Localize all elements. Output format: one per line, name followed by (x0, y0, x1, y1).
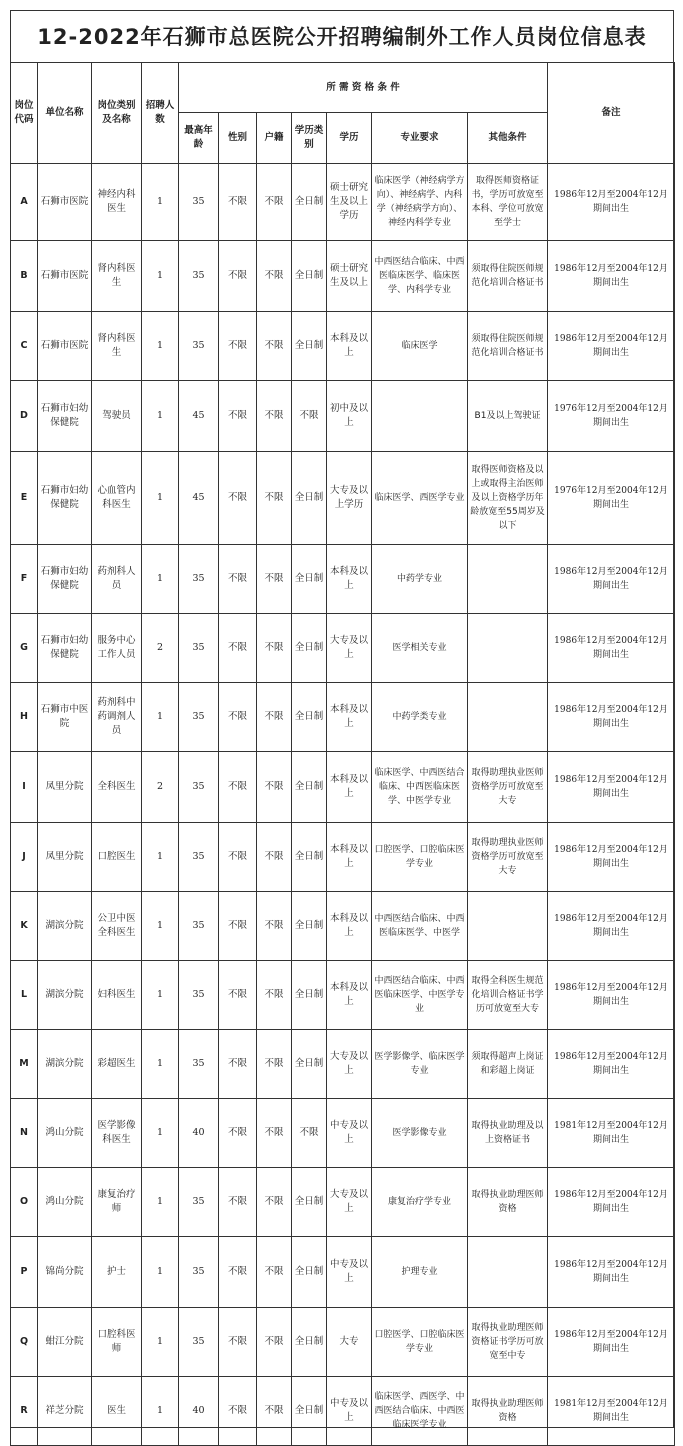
cell-edu: 本科及以上 (327, 961, 372, 1030)
header-count: 招聘人数 (142, 63, 179, 164)
cell-other (468, 545, 548, 614)
cell-major: 医学相关专业 (372, 614, 468, 683)
cell-count: 1 (142, 1237, 179, 1308)
cell-category: 医学影像科医生 (92, 1099, 142, 1168)
header-hukou: 户籍 (257, 113, 292, 164)
cell-note: 1986年12月至2004年12月期间出生 (548, 1237, 675, 1308)
page-title: 12-2022年石狮市总医院公开招聘编制外工作人员岗位信息表 (11, 11, 673, 63)
cell-other: 取得全科医生规范化培训合格证书学历可放宽至大专 (468, 961, 548, 1030)
cell-note: 1986年12月至2004年12月期间出生 (548, 1308, 675, 1377)
cell-age: 45 (179, 381, 219, 452)
header-note: 备注 (548, 63, 675, 164)
cell-hukou: 不限 (257, 241, 292, 312)
cell-category: 药剂科中药调剂人员 (92, 683, 142, 752)
cell-age: 35 (179, 164, 219, 241)
job-table (10, 62, 675, 1446)
cell-edu: 本科及以上 (327, 312, 372, 381)
cell-gender: 不限 (219, 823, 257, 892)
header-category: 岗位类别及名称 (92, 63, 142, 164)
cell-other: 取得执业助理医师资格 (468, 1377, 548, 1446)
cell-note: 1986年12月至2004年12月期间出生 (548, 1168, 675, 1237)
cell-count: 1 (142, 164, 179, 241)
table-row (11, 381, 675, 452)
cell-edu-type: 全日制 (292, 1308, 327, 1377)
header-unit: 单位名称 (38, 63, 92, 164)
cell-other (468, 683, 548, 752)
cell-other: 取得执业助理医师资格证书学历可放宽至中专 (468, 1308, 548, 1377)
cell-other: B1及以上驾驶证 (468, 381, 548, 452)
cell-unit: 石狮市医院 (38, 241, 92, 312)
cell-edu-type: 全日制 (292, 312, 327, 381)
cell-major: 口腔医学、口腔临床医学专业 (372, 823, 468, 892)
cell-count: 2 (142, 752, 179, 823)
cell-code: A (11, 164, 38, 241)
cell-code: J (11, 823, 38, 892)
cell-hukou: 不限 (257, 452, 292, 545)
cell-major: 医学影像学、临床医学专业 (372, 1030, 468, 1099)
cell-category: 医生 (92, 1377, 142, 1446)
cell-age: 35 (179, 1030, 219, 1099)
cell-unit: 锦尚分院 (38, 1237, 92, 1308)
cell-note: 1986年12月至2004年12月期间出生 (548, 961, 675, 1030)
cell-note: 1986年12月至2004年12月期间出生 (548, 241, 675, 312)
cell-count: 1 (142, 381, 179, 452)
cell-major: 护理专业 (372, 1237, 468, 1308)
cell-major: 临床医学（神经病学方向）、神经病学、内科学（神经病学方向）、神经内科学专业 (372, 164, 468, 241)
cell-hukou: 不限 (257, 1099, 292, 1168)
table-row (11, 892, 675, 961)
cell-code: H (11, 683, 38, 752)
cell-hukou: 不限 (257, 1308, 292, 1377)
cell-major: 中西医结合临床、中西医临床医学、中医学 (372, 892, 468, 961)
cell-edu-type: 不限 (292, 1099, 327, 1168)
cell-edu-type: 全日制 (292, 961, 327, 1030)
cell-age: 35 (179, 614, 219, 683)
cell-hukou: 不限 (257, 1237, 292, 1308)
cell-age: 45 (179, 452, 219, 545)
cell-edu-type: 全日制 (292, 1030, 327, 1099)
cell-gender: 不限 (219, 961, 257, 1030)
cell-unit: 蚶江分院 (38, 1308, 92, 1377)
cell-gender: 不限 (219, 1099, 257, 1168)
cell-age: 35 (179, 961, 219, 1030)
cell-unit: 石狮市医院 (38, 164, 92, 241)
cell-gender: 不限 (219, 614, 257, 683)
cell-age: 35 (179, 752, 219, 823)
cell-code: F (11, 545, 38, 614)
cell-other (468, 892, 548, 961)
cell-hukou: 不限 (257, 961, 292, 1030)
cell-category: 公卫中医全科医生 (92, 892, 142, 961)
cell-gender: 不限 (219, 1030, 257, 1099)
cell-major (372, 381, 468, 452)
cell-hukou: 不限 (257, 381, 292, 452)
cell-code: M (11, 1030, 38, 1099)
cell-count: 1 (142, 1099, 179, 1168)
cell-gender: 不限 (219, 752, 257, 823)
cell-category: 服务中心工作人员 (92, 614, 142, 683)
cell-age: 35 (179, 545, 219, 614)
cell-edu: 大专及以上 (327, 1168, 372, 1237)
cell-gender: 不限 (219, 892, 257, 961)
cell-unit: 石狮市医院 (38, 312, 92, 381)
cell-edu: 本科及以上 (327, 545, 372, 614)
cell-hukou: 不限 (257, 1377, 292, 1446)
cell-category: 彩超医生 (92, 1030, 142, 1099)
cell-count: 1 (142, 241, 179, 312)
table-row (11, 545, 675, 614)
cell-age: 35 (179, 892, 219, 961)
cell-note: 1976年12月至2004年12月期间出生 (548, 381, 675, 452)
cell-note: 1981年12月至2004年12月期间出生 (548, 1377, 675, 1446)
table-row (11, 241, 675, 312)
cell-unit: 凤里分院 (38, 823, 92, 892)
cell-unit: 祥芝分院 (38, 1377, 92, 1446)
cell-count: 1 (142, 1168, 179, 1237)
cell-category: 心血管内科医生 (92, 452, 142, 545)
job-info-sheet (10, 10, 674, 1428)
cell-code: G (11, 614, 38, 683)
table-row (11, 164, 675, 241)
cell-gender: 不限 (219, 1168, 257, 1237)
cell-edu-type: 全日制 (292, 164, 327, 241)
cell-count: 1 (142, 1308, 179, 1377)
cell-category: 药剂科人员 (92, 545, 142, 614)
cell-count: 1 (142, 1030, 179, 1099)
cell-age: 35 (179, 1237, 219, 1308)
cell-note: 1986年12月至2004年12月期间出生 (548, 164, 675, 241)
cell-unit: 石狮市中医院 (38, 683, 92, 752)
table-row (11, 823, 675, 892)
cell-code: C (11, 312, 38, 381)
header-major: 专业要求 (372, 113, 468, 164)
cell-code: E (11, 452, 38, 545)
cell-code: R (11, 1377, 38, 1446)
header-edu-type: 学历类别 (292, 113, 327, 164)
cell-edu-type: 全日制 (292, 452, 327, 545)
cell-edu: 硕士研究生及以上 (327, 241, 372, 312)
cell-edu: 大专及以上 (327, 614, 372, 683)
cell-count: 1 (142, 892, 179, 961)
cell-gender: 不限 (219, 452, 257, 545)
table-row (11, 1099, 675, 1168)
cell-note: 1986年12月至2004年12月期间出生 (548, 545, 675, 614)
cell-category: 驾驶员 (92, 381, 142, 452)
cell-unit: 石狮市妇幼保健院 (38, 545, 92, 614)
cell-note: 1986年12月至2004年12月期间出生 (548, 312, 675, 381)
cell-edu-type: 全日制 (292, 683, 327, 752)
cell-count: 1 (142, 452, 179, 545)
cell-note: 1976年12月至2004年12月期间出生 (548, 452, 675, 545)
cell-age: 40 (179, 1377, 219, 1446)
cell-gender: 不限 (219, 381, 257, 452)
cell-other: 取得助理执业医师资格学历可放宽至大专 (468, 823, 548, 892)
cell-gender: 不限 (219, 312, 257, 381)
cell-unit: 石狮市妇幼保健院 (38, 614, 92, 683)
header-edu: 学历 (327, 113, 372, 164)
cell-count: 1 (142, 683, 179, 752)
cell-other (468, 1237, 548, 1308)
cell-other: 取得医师资格及以上或取得主治医师及以上资格学历年龄放宽至55周岁及以下 (468, 452, 548, 545)
cell-note: 1986年12月至2004年12月期间出生 (548, 614, 675, 683)
cell-major: 口腔医学、口腔临床医学专业 (372, 1308, 468, 1377)
cell-major: 中药学专业 (372, 545, 468, 614)
cell-gender: 不限 (219, 241, 257, 312)
table-row (11, 683, 675, 752)
header-age: 最高年龄 (179, 113, 219, 164)
cell-gender: 不限 (219, 545, 257, 614)
table-row (11, 1308, 675, 1377)
cell-edu: 本科及以上 (327, 892, 372, 961)
cell-edu-type: 全日制 (292, 892, 327, 961)
cell-edu-type: 全日制 (292, 1377, 327, 1446)
cell-major: 中西医结合临床、中西医临床医学、中医学专业 (372, 961, 468, 1030)
cell-hukou: 不限 (257, 1168, 292, 1237)
cell-edu-type: 全日制 (292, 1237, 327, 1308)
cell-edu: 中专及以上 (327, 1377, 372, 1446)
cell-other: 取得医师资格证书，学历可放宽至本科、学位可放宽至学士 (468, 164, 548, 241)
cell-code: K (11, 892, 38, 961)
cell-age: 40 (179, 1099, 219, 1168)
cell-major: 临床医学、中西医结合临床、中西医临床医学、中医学专业 (372, 752, 468, 823)
cell-edu: 本科及以上 (327, 752, 372, 823)
header-qualifications: 所 需 资 格 条 件 (179, 63, 548, 113)
cell-other: 须取得超声上岗证和彩超上岗证 (468, 1030, 548, 1099)
cell-category: 肾内科医生 (92, 241, 142, 312)
cell-hukou: 不限 (257, 683, 292, 752)
cell-edu: 中专及以上 (327, 1237, 372, 1308)
header-code: 岗位代码 (11, 63, 38, 164)
table-row (11, 1168, 675, 1237)
cell-other: 取得执业助理医师资格 (468, 1168, 548, 1237)
cell-major: 康复治疗学专业 (372, 1168, 468, 1237)
cell-unit: 石狮市妇幼保健院 (38, 381, 92, 452)
cell-age: 35 (179, 823, 219, 892)
cell-count: 1 (142, 312, 179, 381)
cell-edu: 大专及以上学历 (327, 452, 372, 545)
cell-category: 肾内科医生 (92, 312, 142, 381)
cell-unit: 石狮市妇幼保健院 (38, 452, 92, 545)
cell-major: 中西医结合临床、中西医临床医学、临床医学、内科学专业 (372, 241, 468, 312)
table-row (11, 614, 675, 683)
cell-edu: 本科及以上 (327, 823, 372, 892)
cell-other (468, 614, 548, 683)
cell-age: 35 (179, 683, 219, 752)
cell-category: 口腔科医师 (92, 1308, 142, 1377)
cell-hukou: 不限 (257, 614, 292, 683)
cell-edu-type: 全日制 (292, 614, 327, 683)
cell-major: 临床医学 (372, 312, 468, 381)
cell-gender: 不限 (219, 683, 257, 752)
cell-edu: 本科及以上 (327, 683, 372, 752)
cell-count: 1 (142, 545, 179, 614)
cell-hukou: 不限 (257, 545, 292, 614)
cell-code: N (11, 1099, 38, 1168)
cell-note: 1986年12月至2004年12月期间出生 (548, 683, 675, 752)
cell-unit: 鸿山分院 (38, 1168, 92, 1237)
cell-count: 1 (142, 1377, 179, 1446)
table-row (11, 1237, 675, 1308)
cell-count: 2 (142, 614, 179, 683)
cell-major: 中药学类专业 (372, 683, 468, 752)
cell-unit: 湖滨分院 (38, 1030, 92, 1099)
cell-category: 康复治疗师 (92, 1168, 142, 1237)
cell-unit: 凤里分院 (38, 752, 92, 823)
table-row (11, 452, 675, 545)
cell-code: B (11, 241, 38, 312)
cell-hukou: 不限 (257, 823, 292, 892)
cell-edu: 初中及以上 (327, 381, 372, 452)
cell-note: 1986年12月至2004年12月期间出生 (548, 823, 675, 892)
cell-unit: 湖滨分院 (38, 961, 92, 1030)
cell-edu-type: 全日制 (292, 823, 327, 892)
cell-category: 神经内科医生 (92, 164, 142, 241)
table-row (11, 1030, 675, 1099)
table-row (11, 1377, 675, 1446)
cell-count: 1 (142, 823, 179, 892)
cell-code: P (11, 1237, 38, 1308)
cell-count: 1 (142, 961, 179, 1030)
cell-edu-type: 全日制 (292, 545, 327, 614)
cell-other: 取得执业助理及以上资格证书 (468, 1099, 548, 1168)
cell-edu-type: 全日制 (292, 241, 327, 312)
table-row (11, 312, 675, 381)
cell-gender: 不限 (219, 1237, 257, 1308)
header-gender: 性别 (219, 113, 257, 164)
cell-edu: 中专及以上 (327, 1099, 372, 1168)
cell-category: 妇科医生 (92, 961, 142, 1030)
cell-code: O (11, 1168, 38, 1237)
cell-category: 口腔医生 (92, 823, 142, 892)
cell-major: 医学影像专业 (372, 1099, 468, 1168)
cell-age: 35 (179, 241, 219, 312)
header-other: 其他条件 (468, 113, 548, 164)
cell-note: 1981年12月至2004年12月期间出生 (548, 1099, 675, 1168)
cell-code: L (11, 961, 38, 1030)
cell-other: 取得助理执业医师资格学历可放宽至大专 (468, 752, 548, 823)
table-row (11, 961, 675, 1030)
cell-age: 35 (179, 1168, 219, 1237)
cell-hukou: 不限 (257, 892, 292, 961)
cell-note: 1986年12月至2004年12月期间出生 (548, 752, 675, 823)
cell-gender: 不限 (219, 1308, 257, 1377)
cell-hukou: 不限 (257, 164, 292, 241)
cell-category: 全科医生 (92, 752, 142, 823)
cell-age: 35 (179, 312, 219, 381)
cell-age: 35 (179, 1308, 219, 1377)
cell-hukou: 不限 (257, 1030, 292, 1099)
cell-edu: 大专 (327, 1308, 372, 1377)
cell-edu: 大专及以上 (327, 1030, 372, 1099)
cell-gender: 不限 (219, 164, 257, 241)
cell-unit: 湖滨分院 (38, 892, 92, 961)
cell-other: 须取得住院医师规范化培训合格证书 (468, 241, 548, 312)
cell-major: 临床医学、西医学专业 (372, 452, 468, 545)
cell-code: D (11, 381, 38, 452)
table-row (11, 752, 675, 823)
cell-note: 1986年12月至2004年12月期间出生 (548, 892, 675, 961)
cell-code: Q (11, 1308, 38, 1377)
cell-gender: 不限 (219, 1377, 257, 1446)
cell-category: 护士 (92, 1237, 142, 1308)
cell-edu-type: 全日制 (292, 1168, 327, 1237)
cell-edu: 硕士研究生及以上学历 (327, 164, 372, 241)
cell-code: I (11, 752, 38, 823)
cell-major: 临床医学、西医学、中西医结合临床、中西医临床医学专业 (372, 1377, 468, 1446)
cell-note: 1986年12月至2004年12月期间出生 (548, 1030, 675, 1099)
cell-hukou: 不限 (257, 312, 292, 381)
cell-other: 须取得住院医师规范化培训合格证书 (468, 312, 548, 381)
cell-hukou: 不限 (257, 752, 292, 823)
cell-edu-type: 全日制 (292, 752, 327, 823)
cell-edu-type: 不限 (292, 381, 327, 452)
cell-unit: 鸿山分院 (38, 1099, 92, 1168)
